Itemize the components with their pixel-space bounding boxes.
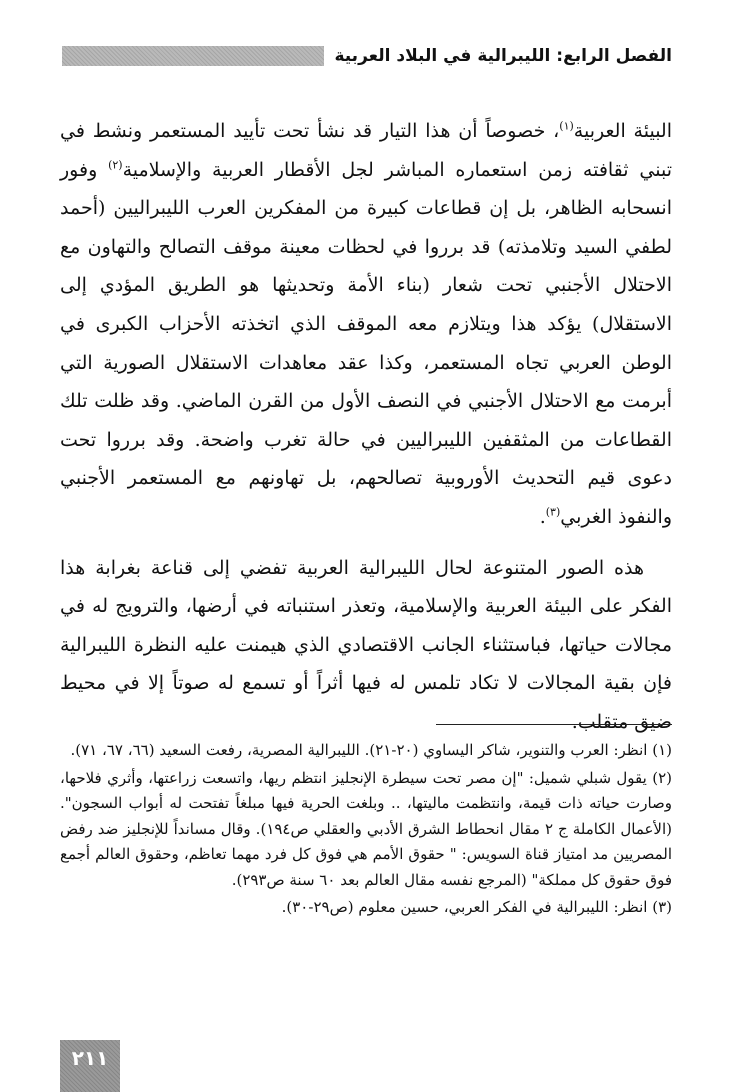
header-decorative-band xyxy=(62,46,324,66)
page-number: ٢١١ xyxy=(60,1040,120,1092)
footnote-ref-1: (١) xyxy=(559,119,574,133)
main-text xyxy=(60,112,672,742)
footnote-ref-3: (٣) xyxy=(545,505,561,519)
footnote-3: (٣) انظر: الليبرالية في الفكر العربي، حسين معلوم (ص٢٩-٣٠). xyxy=(281,898,672,916)
running-header xyxy=(62,44,672,68)
paragraph-1-text-a: البيئة العربية xyxy=(573,120,673,142)
chapter-title: الفصل الرابع: الليبرالية في البلاد العربية xyxy=(334,46,672,66)
paragraph-1-text-b: ، خصوصاً أن هذا التيار قد نشأ تحت تأييد المستعمر ونشط في تبني ثقافته زمن استعماره المباشر لجل الأقطار العربية والإسلامية xyxy=(60,120,672,181)
footnotes xyxy=(60,738,672,923)
footnote-2: (٢) يقول شبلي شميل: "إن مصر تحت سيطرة الإنجليز انتظم ريها، واتسعت زراعتها، وأثري فلاحها، وصارت حياته ذات قيمة، وانتظمت ماليتها، .. وبلغت الحرية فيها مبلغاً تفتحت له أبواب السجون". (الأعمال الكاملة ج ٢ مقال انحطاط الشرق الأدبي والعقلي ص١٩٤). وقال مسانداً للإنجليز ضد رفض المصريين مد امتياز قناة السويس: " حقوق الأمم هي فوق كل فرد مهما تعاظم، وحقوق العالم أجمع فوق حقوق كل مملكة" (المرجع نفسه مقال العالم بعد ٦٠ سنة ص٢٩٣). xyxy=(60,768,673,889)
footnote-ref-2: (٢) xyxy=(108,158,123,172)
footnote-1: (١) انظر: العرب والتنوير، شاكر اليساوي (٢٠-٢١). الليبرالية المصرية، رفعت السعيد (٦٦، ٦٧، ٧١). xyxy=(70,741,672,759)
paragraph-1-text-d: . xyxy=(539,505,546,528)
paragraph-1 xyxy=(60,112,672,537)
paragraph-2: هذه الصور المتنوعة لحال الليبرالية العربية تفضي إلى قناعة بغرابة هذا الفكر على البيئة العربية والإسلامية، وتعذر استنباته في أرضها، والترويج له في مجالات حياتها، فباستثناء الجانب الاقتصادي الذي هيمنت عليه النظرة الليبرالية فإن بقية المجالات لا تكاد تلمس له فيها أثراً أو تسمع له صوتاً إلا في محيط ضيق متقلب. xyxy=(60,556,672,733)
paragraph-1-text-c: وفور انسحابه الظاهر، بل إن قطاعات كبيرة من المفكرين العرب الليبراليين (أحمد لطفي السيد وتلامذته) قد برروا في لحظات معينة موقف التصالح والتهاون مع الاحتلال الأجنبي تحت شعار (بناء الأمة وتحديثها هو الطريق المؤدي إلى الاستقلال) يؤكد هذا ويتلازم معه الموقف الذي اتخذته الأحزاب الكبرى في الوطن العربي تجاه المستعمر، وكذا عقد معاهدات الاستقلال الصورية التي أبرمت مع الاحتلال الأجنبي في النصف الأول من القرن الماضي. وقد ظلت تلك القطاعات من المثقفين الليبراليين في حالة تغرب واضحة. وقد برروا تحت دعوى قيم التحديث الأوروبية تصالحهم، بل تهاونهم مع المستعمر الأجنبي والنفوذ الغربي xyxy=(60,158,672,528)
footnote-separator xyxy=(436,724,672,725)
